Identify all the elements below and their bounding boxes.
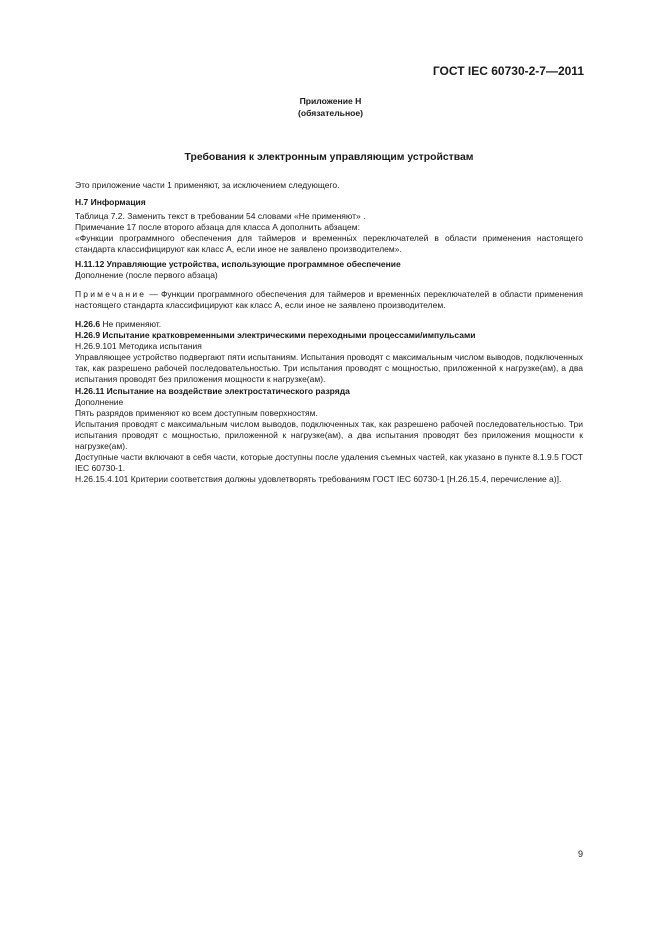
document-body (75, 180, 583, 485)
paragraph: Примечание 17 после второго абзаца для класса А дополнить абзацем: (75, 222, 360, 233)
paragraph: Таблица 7.2. Заменить текст в требовании 54 словами «Не применяют» . (75, 211, 366, 222)
paragraph: Дополнение (после первого абзаца) (75, 269, 218, 280)
paragraph: Управляющее устройство подвергают пяти испытаниям. Испытания проводят с максимальным числом выводов, подключенных так, как разрешено рабочей последовательностью. Три испытания проводят с мощностью, приложенной к нагрузке(ам), а два испытания проводят без приложения мощности к нагрузке(ам). (75, 352, 583, 385)
annex-status: (обязательное) (297, 108, 364, 118)
document-title: Требования к электронным управляющим устройствам (184, 152, 474, 163)
section-heading: Н.26.9 Испытание кратковременными электрическими переходными процессами/импульсами (75, 330, 476, 341)
section-heading: Н.11.12 Управляющие устройства, использующие программное обеспечение (75, 258, 401, 269)
section-heading: Н.26.11 Испытание на воздействие электростатического разряда (75, 385, 350, 396)
section-heading: Н.7 Информация (75, 197, 146, 208)
note-label: Примечание (75, 288, 147, 299)
annex-heading (0, 95, 661, 119)
annex-title: Приложение Н (299, 96, 362, 106)
paragraph: Н.26.9.101 Методика испытания (75, 341, 202, 352)
standard-id: ГОСТ IEC 60730-2-7—2011 (432, 64, 584, 78)
paragraph: Это приложение части 1 применяют, за исключением следующего. (75, 180, 340, 190)
paragraph: Пять разрядов применяют ко всем доступным поверхностям. (75, 407, 318, 418)
note-text: — Функции программного обеспечения для таймеров и временны́х переключателей в области применения настоящего стандарта классифицируют как класс А, если иное не заявлено производителем. (75, 288, 583, 310)
paragraph: Доступные части включают в себя части, которые доступны после удаления съемных частей, как указано в пункте 8.1.9.5 ГОСТ IEC 60730-1. (75, 452, 583, 474)
note (75, 289, 583, 311)
page-number: 9 (577, 849, 583, 859)
paragraph: Испытания проводят с максимальным числом выводов, подключенных так, как разрешено рабочей последовательностью. Три испытания проводят с мощностью, приложенной к нагрузке(ам), а два испытания проводят без приложения мощности к нагрузке(ам). (75, 418, 583, 451)
paragraph: «Функции программного обеспечения для таймеров и временны́х переключателей в области применения настоящего стандарта классифицируют как класс А, если иное не заявлено производителем». (75, 233, 583, 255)
paragraph-text: Не применяют. (100, 318, 162, 329)
paragraph: Н.26.15.4.101 Критерии соответствия должны удовлетворять требованиям ГОСТ IEC 60730-1 [Н.26.15.4, перечисление а)]. (75, 474, 562, 485)
paragraph: Н.26.6 Не применяют. (75, 318, 162, 329)
paragraph: Дополнение (75, 396, 124, 407)
